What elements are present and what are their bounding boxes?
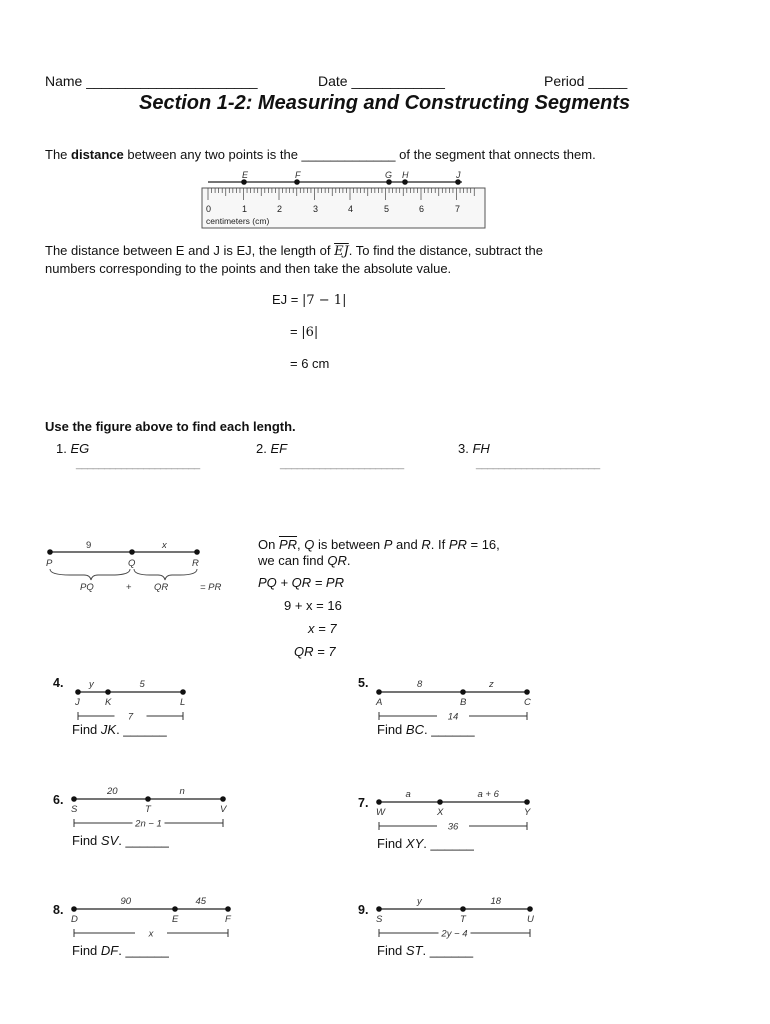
explanation-line-1: The distance between E and J is EJ, the length of $\overline{EJ}$. To find the distance, subtract the: [45, 243, 543, 259]
find-label: Find: [377, 722, 406, 737]
example-eq-1: PQ + QR = PR: [258, 575, 344, 590]
segment-point-label-1: T: [145, 804, 151, 815]
ruler-point-g: [386, 179, 392, 185]
segment-point-2: [527, 906, 533, 912]
ruler-tick-0: 0: [206, 204, 212, 214]
segment-top-left-label: 8: [417, 679, 423, 690]
work-step-2: = |6|: [290, 324, 319, 340]
work-step-1: EJ = |7 − 1|: [272, 292, 347, 308]
question-3: 3. FH: [458, 441, 490, 456]
segment-point-2: [180, 689, 186, 695]
segment-point-2: [524, 689, 530, 695]
segment-point-0: [376, 799, 382, 805]
answer-blank-3[interactable]: ______________________: [476, 458, 600, 470]
question-1: 1. EG: [56, 441, 90, 456]
find-answer-blank[interactable]: . ______: [118, 833, 169, 848]
example-eq-pr: = PR: [200, 582, 222, 593]
problem-number: 6.: [53, 793, 64, 807]
example-point-q: Q: [128, 558, 136, 569]
segment-point-label-1: B: [460, 697, 467, 708]
find-label: Find: [72, 943, 101, 958]
segment-point-2: [524, 799, 530, 805]
segment-top-right-label: 45: [195, 896, 207, 907]
ruler-tick-3: 3: [313, 204, 319, 214]
find-segment: JK: [100, 722, 117, 737]
segment-point-label-2: C: [524, 697, 531, 708]
problem-number: 9.: [358, 903, 369, 917]
segment-point-label-0: S: [71, 804, 78, 815]
ruler-tick-2: 2: [277, 204, 283, 214]
problem-5: [355, 676, 595, 746]
brace-pq: [50, 569, 130, 580]
problem-6: [50, 783, 290, 853]
segment-point-1: [437, 799, 443, 805]
question-2: 2. EF: [256, 441, 288, 456]
ruler-figure: [200, 168, 490, 230]
segment-point-label-2: F: [225, 914, 231, 925]
ruler-point-e: [241, 179, 247, 185]
dimension-label: 2n − 1: [135, 818, 162, 830]
example-plus: +: [126, 582, 132, 593]
find-segment: SV: [100, 833, 119, 848]
segment-point-1: [145, 796, 151, 802]
segment-point-0: [75, 689, 81, 695]
answer-blank-1[interactable]: ______________________: [76, 458, 200, 470]
segment-point-0: [71, 796, 77, 802]
problem-8: [50, 893, 290, 963]
segment-point-label-0: S: [376, 914, 383, 925]
ruler-label-g: G: [385, 170, 393, 180]
segment-top-left-label: y: [417, 896, 422, 907]
ruler-label-f: F: [295, 170, 301, 180]
work-step-3: = 6 cm: [290, 356, 330, 371]
example-point-p: P: [46, 558, 53, 569]
find-answer-blank[interactable]: . ______: [116, 722, 167, 737]
example-brace-pq: PQ: [80, 582, 94, 593]
dimension-label: 14: [447, 711, 459, 723]
segment-point-label-2: V: [220, 804, 227, 815]
segment-point-label-0: J: [75, 697, 80, 708]
segment-point-label-0: D: [71, 914, 78, 925]
ruler-point-h: [402, 179, 408, 185]
example-statement-1: On $\overline{PR}$, Q is between P and R. If PR = 16,: [258, 537, 500, 552]
example-label-9: 9: [86, 540, 92, 551]
date-field-label: Date ____________: [318, 73, 445, 89]
segment-point-1: [105, 689, 111, 695]
section-heading: Use the figure above to find each length.: [45, 419, 296, 434]
segment-point-0: [71, 906, 77, 912]
find-label: Find: [72, 722, 101, 737]
segment-top-left-label: a: [405, 789, 411, 800]
segment-top-right-label: n: [179, 786, 185, 797]
segment-top-right-label: 18: [490, 896, 502, 907]
example-eq-3: x = 7: [308, 621, 337, 636]
segment-top-right-label: z: [489, 679, 494, 690]
problem-4: [50, 676, 290, 746]
segment-point-2: [225, 906, 231, 912]
problem-segment-figure: [50, 893, 270, 945]
problem-9: [355, 893, 595, 963]
segment-top-left-label: 20: [107, 786, 118, 797]
segment-point-label-1: T: [460, 914, 466, 925]
ruler-tick-6: 6: [419, 204, 425, 214]
ruler-point-j: [455, 179, 461, 185]
dimension-label: 7: [127, 711, 134, 723]
segment-point-label-2: U: [527, 914, 534, 925]
ruler-tick-5: 5: [384, 204, 390, 214]
segment-point-label-0: W: [376, 807, 385, 818]
segment-point-2: [220, 796, 226, 802]
page-title: Section 1-2: Measuring and Constructing Segments: [139, 92, 631, 114]
find-answer-blank[interactable]: . ______: [118, 943, 169, 958]
example-label-x: x: [162, 540, 167, 551]
find-prompt[interactable]: [72, 943, 169, 958]
ruler-label-j: J: [456, 170, 461, 180]
segment-top-left-label: 90: [120, 896, 132, 907]
problem-number: 4.: [53, 676, 64, 690]
period-field-label: Period _____: [544, 73, 628, 89]
segment-top-left-label: y: [89, 679, 94, 690]
find-label: Find: [377, 943, 406, 958]
segment-point-label-1: K: [105, 697, 112, 708]
problem-number: 5.: [358, 676, 369, 690]
find-answer-blank[interactable]: . ______: [423, 722, 475, 737]
problem-segment-figure: [50, 783, 270, 835]
ruler-label-h: H: [402, 170, 409, 180]
example-statement-2: we can find QR.: [258, 553, 351, 568]
problem-segment-figure: [50, 676, 270, 728]
example-segment-figure: [40, 536, 240, 596]
distance-definition: The distance between any two points is the _____________ of the segment that onnects them.: [45, 147, 596, 162]
find-answer-blank[interactable]: . ______: [423, 836, 474, 851]
segment-point-label-2: Y: [524, 807, 531, 818]
find-segment: BC: [405, 722, 424, 737]
example-eq-4: QR = 7: [294, 644, 336, 659]
segment-point-0: [376, 689, 382, 695]
ruler-tick-1: 1: [242, 204, 248, 214]
problem-7: [355, 786, 595, 856]
problem-number: 7.: [358, 796, 369, 810]
find-prompt[interactable]: [72, 833, 169, 848]
segment-top-right-label: a + 6: [477, 789, 499, 800]
dimension-label: 36: [447, 821, 459, 833]
segment-top-right-label: 5: [139, 679, 145, 690]
find-label: Find: [377, 836, 406, 851]
name-field-label: Name ______________________: [45, 73, 258, 89]
segment-point-label-2: L: [180, 697, 186, 708]
find-segment: ST: [405, 943, 423, 958]
segment-point-1: [172, 906, 178, 912]
problem-segment-figure: [355, 893, 575, 945]
segment-point-0: [376, 906, 382, 912]
ruler-unit-label: centimeters (cm): [206, 216, 270, 226]
example-eq-2: 9 + x = 16: [284, 598, 342, 613]
problem-number: 8.: [53, 903, 64, 917]
find-prompt[interactable]: [72, 722, 167, 737]
find-prompt[interactable]: [377, 836, 474, 851]
segment-point-1: [460, 906, 466, 912]
segment-point-label-1: X: [437, 807, 444, 818]
segment-point-label-1: E: [172, 914, 179, 925]
problem-segment-figure: [355, 786, 575, 838]
dimension-label: 2y − 4: [441, 928, 468, 940]
ruler-point-f: [294, 179, 300, 185]
dimension-label: x: [148, 928, 154, 940]
explanation-line-2: numbers corresponding to the points and then take the absolute value.: [45, 261, 452, 276]
example-brace-qr: QR: [154, 582, 169, 593]
problem-segment-figure: [355, 676, 575, 728]
ruler-tick-7: 7: [455, 204, 461, 214]
segment-point-1: [460, 689, 466, 695]
answer-blank-2[interactable]: ______________________: [280, 458, 404, 470]
brace-qr: [134, 569, 197, 580]
find-prompt[interactable]: [377, 722, 475, 737]
example-point-r: R: [192, 558, 199, 569]
find-prompt[interactable]: [377, 943, 473, 958]
find-segment: DF: [100, 943, 119, 958]
ruler-label-e: E: [242, 170, 249, 180]
segment-point-label-0: A: [376, 697, 383, 708]
find-answer-blank[interactable]: . ______: [422, 943, 474, 958]
find-segment: XY: [405, 836, 424, 851]
ruler-tick-4: 4: [348, 204, 354, 214]
find-label: Find: [72, 833, 101, 848]
